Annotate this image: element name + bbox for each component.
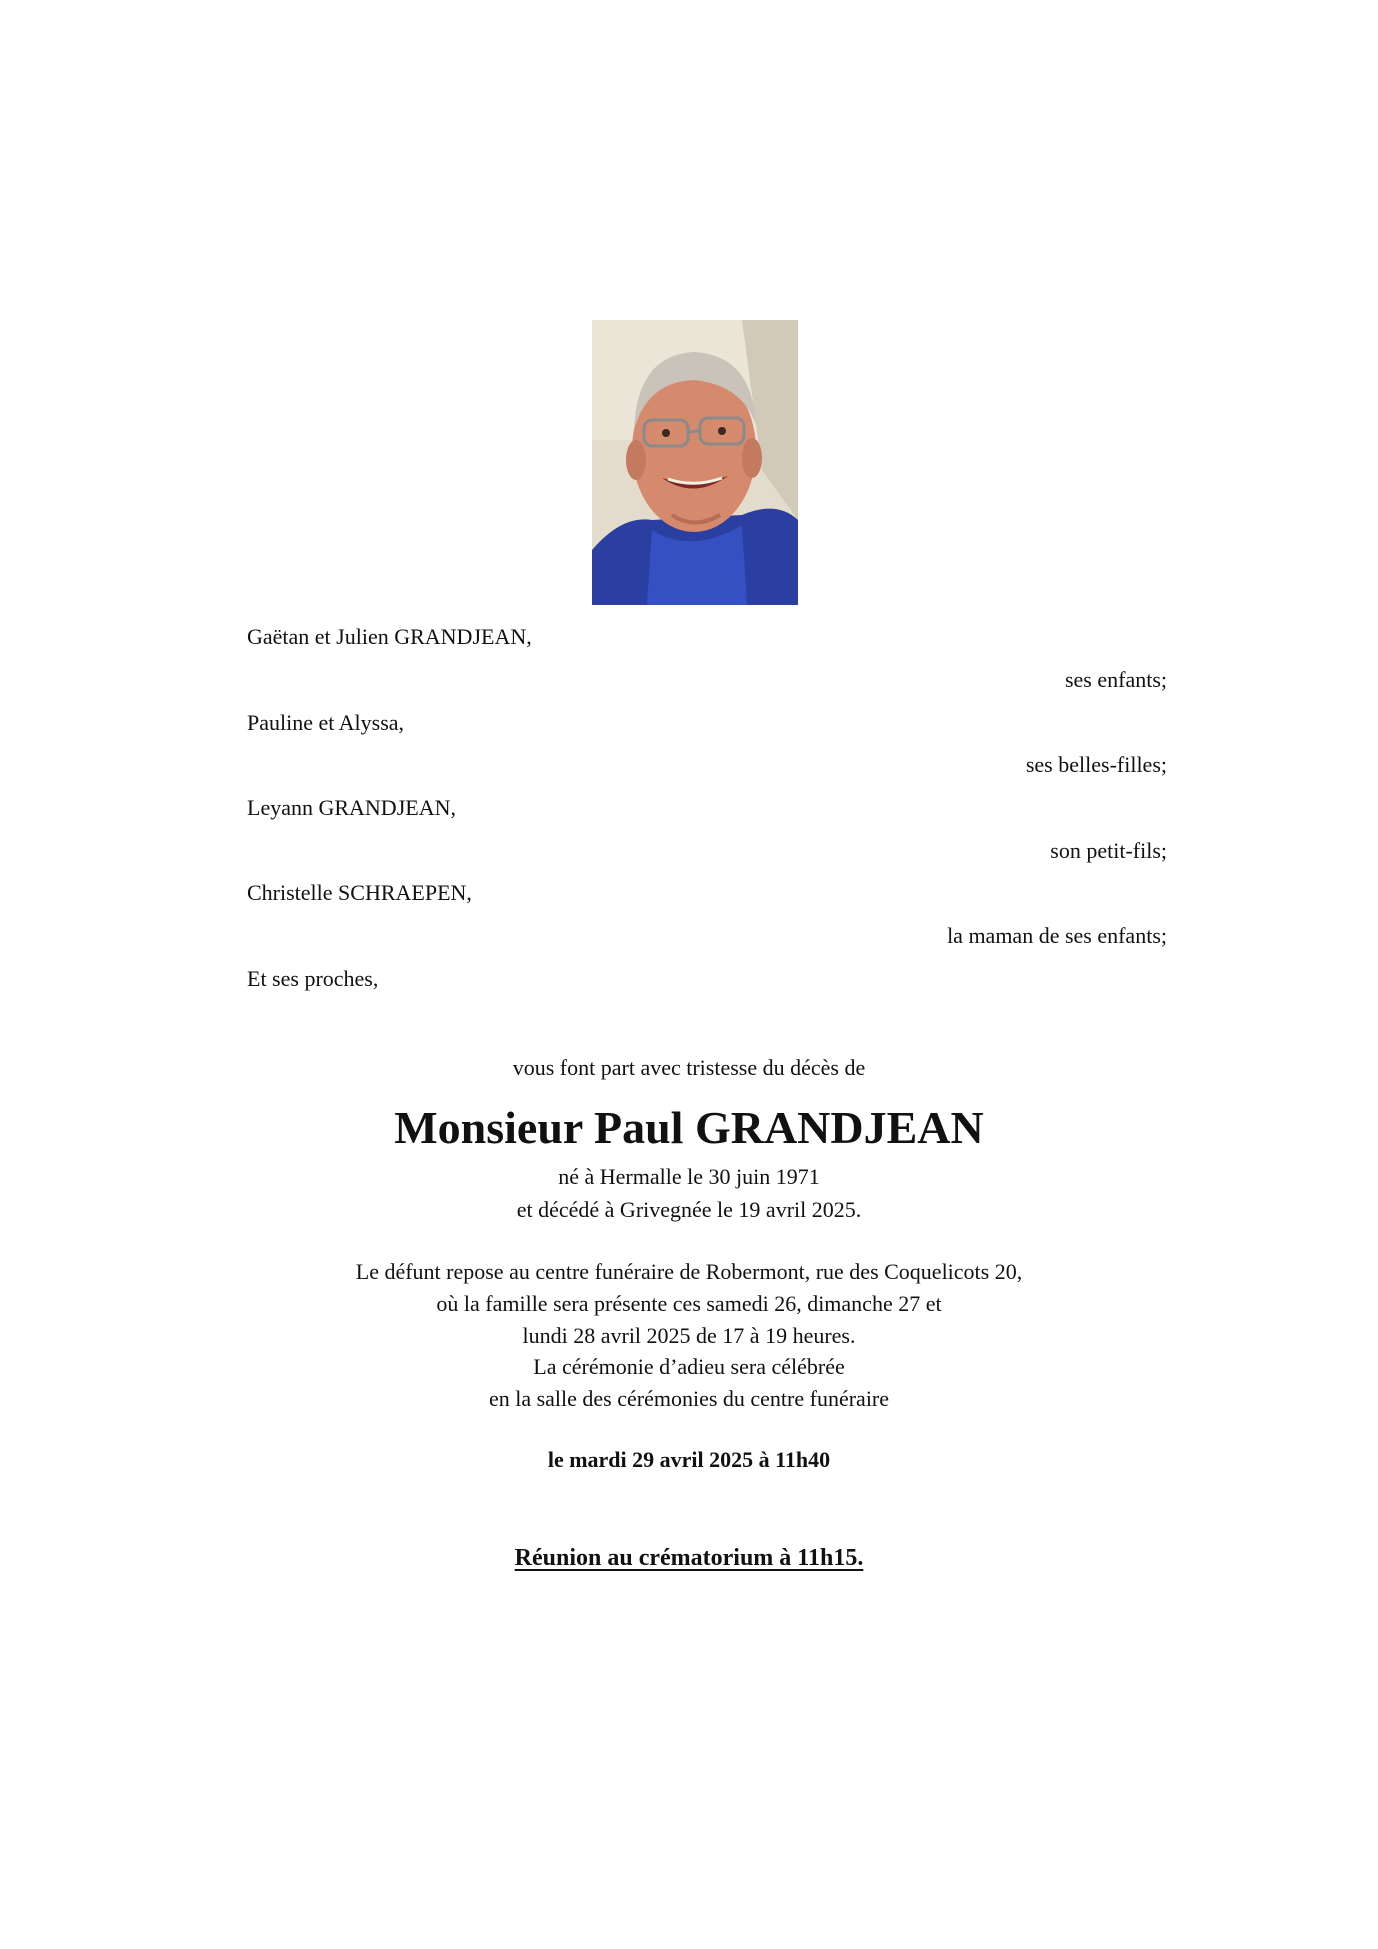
family-name-grandson: Leyann GRANDJEAN,: [247, 795, 456, 820]
birth-info: né à Hermalle le 30 juin 1971: [558, 1164, 820, 1189]
details-line-3: lundi 28 avril 2025 de 17 à 19 heures.: [522, 1323, 856, 1348]
family-name-mother-of-children: Christelle SCHRAEPEN,: [247, 880, 472, 905]
ceremony-date: le mardi 29 avril 2025 à 11h40: [547, 1447, 831, 1472]
family-name-children: Gaëtan et Julien GRANDJEAN,: [247, 624, 532, 649]
announcement-intro: vous font part avec tristesse du décès de: [512, 1055, 866, 1080]
details-line-4: La cérémonie d’adieu sera célébrée: [533, 1354, 845, 1379]
details-line-1: Le défunt repose au centre funéraire de Robermont, rue des Coquelicots 20,: [355, 1259, 1023, 1284]
family-relation-grandson: son petit-fils;: [1050, 838, 1167, 863]
family-name-daughters-in-law: Pauline et Alyssa,: [247, 710, 405, 735]
crematorium-meeting: Réunion au crématorium à 11h15.: [514, 1545, 864, 1571]
deceased-name: Monsieur Paul GRANDJEAN: [394, 1102, 984, 1153]
death-info: et décédé à Grivegnée le 19 avril 2025.: [516, 1197, 862, 1222]
family-relation-daughters-in-law: ses belles-filles;: [1025, 752, 1167, 777]
family-relation-mother-of-children: la maman de ses enfants;: [947, 923, 1167, 948]
family-relation-children: ses enfants;: [1064, 667, 1167, 692]
family-name-relatives: Et ses proches,: [247, 966, 379, 991]
portrait-photo: [592, 320, 798, 605]
details-line-2: où la famille sera présente ces samedi 26, dimanche 27 et: [436, 1291, 942, 1316]
details-line-5: en la salle des cérémonies du centre funéraire: [488, 1386, 890, 1411]
